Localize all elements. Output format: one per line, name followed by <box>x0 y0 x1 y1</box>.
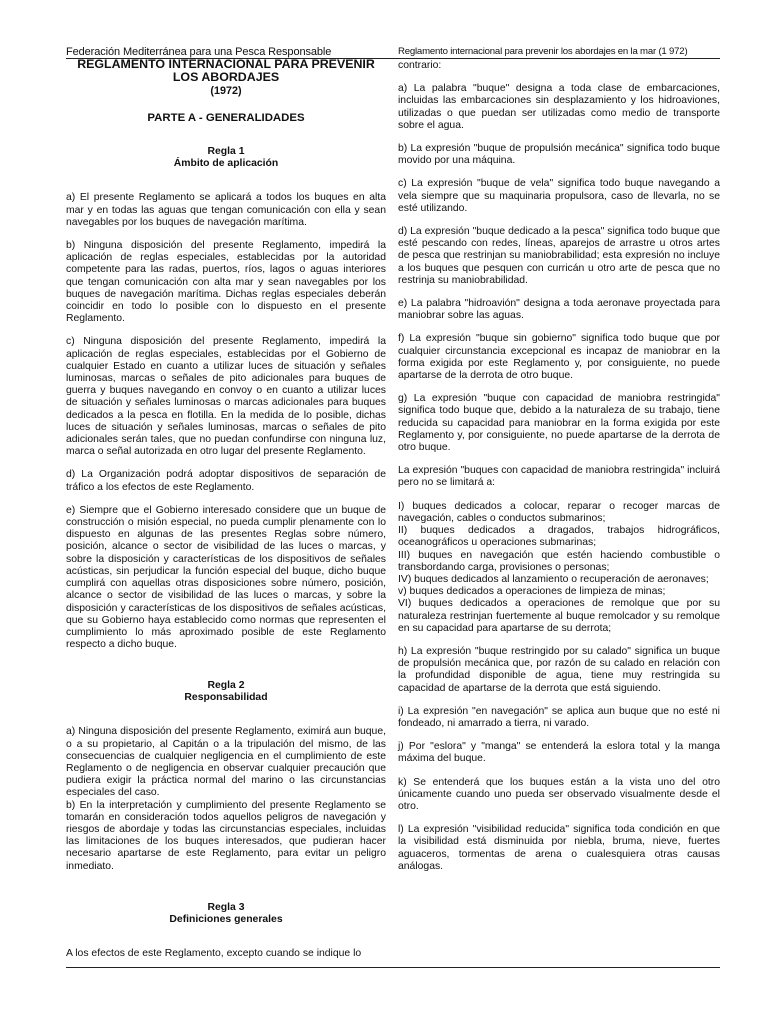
document-title-line2: LOS ABORDAJES <box>172 70 280 84</box>
rule-1-para-c: c) Ninguna disposición del presente Reglamento, impedirá la aplicación de reglas especiales, establecidas por el Gobierno de cualquier Estado en cuanto a utilizar luces de situación y señales luminosas, marcas o señales de pito adicionales para buques de guerra y buques navegando en convoy o en cuanto a utilizar luces de situación y señales luminosas o marcas adicionales para buques dedicados a la pesca en flotilla. En la medida de lo posible, dichas luces de situación y señales luminosas, marcas o señales de pito adicionales serán tales, que no puedan confundirse con ninguna luz, marca o señal autorizada en otro lugar del presente Reglamento. <box>66 336 386 458</box>
rule-2-para-a: a) Ninguna disposición del presente Reglamento, eximirá aun buque, o a su propietario, al Capitán o a la tripulación del mismo, de las consecuencias de cualquier negligencia en el cumplimiento de este Reglamento o de negligencia en observar cualquier precaución que pudiera exigir la práctica normal del marino o las circunstancias especiales del caso. <box>66 726 386 799</box>
definition-h: h) La expresión "buque restringido por su calado" significa un buque de propulsión mecánica que, por razón de su calado en relación con la profundidad disponible de agua, tiene muy restringida su capacidad de apartarse de la derrota que está siguiendo. <box>398 645 720 694</box>
rule-2-para-b: b) En la interpretación y cumplimiento del presente Reglamento se tomarán en consideración todos aquellos peligros de navegación y riesgos de abordaje y todas las circunstancias especiales, incluidas las limitaciones de los buques interesados, que pudieran hacer necesario apartarse de este Reglamento, para evitar un peligro inmediato. <box>66 799 386 872</box>
definition-j: j) Por "eslora" y "manga" se entenderá la eslora total y la manga máxima del buque. <box>398 741 720 765</box>
continuation-text: contrario: <box>398 60 442 71</box>
definition-g-intro: La expresión "buques con capacidad de maniobra restringida" incluirá pero no se limitará a: <box>398 465 720 489</box>
definition-l: l) La expresión "visibilidad reducida" significa toda condición en que la visibilidad está disminuida por niebla, bruma, nieve, fuertes aguaceros, tormentas de arena o cualesquiera otras causas análogas. <box>398 824 720 872</box>
running-header-right: Reglamento internacional para prevenir los abordajes en la mar (1 972) <box>398 46 688 57</box>
definition-e: e) La palabra "hidroavión" designa a toda aeronave proyectada para maniobrar sobre las aguas. <box>398 298 720 322</box>
right-column <box>398 60 720 873</box>
footer-rule <box>66 967 720 968</box>
left-column <box>66 58 386 960</box>
rule-3-heading: Regla 3 <box>207 901 245 913</box>
definition-d: d) La expresión "buque dedicado a la pesca" significa todo buque que esté pescando con redes, líneas, aparejos de arrastre u otros artes de pesca que restrinjan su maniobrabilidad; esta expresión no incluye a los buques que pesquen con curricán u otro arte de pesca que no restrinja su maniobrabilidad. <box>398 226 720 286</box>
definition-g: g) La expresión "buque con capacidad de maniobra restringida" significa todo buque que, debido a la naturaleza de su trabajo, tiene reducida su capacidad para maniobrar en la forma exigida por este Reglamento y, por consiguiente, no puede apartarse de la derrota de otro buque. <box>398 393 720 454</box>
definition-c: c) La expresión "buque de vela" significa todo buque navegando a vela siempre que su maquinaria propulsora, caso de llevarla, no se esté utilizando. <box>398 178 720 214</box>
rule-1-para-a: a) El presente Reglamento se aplicará a todos los buques en alta mar y en todas las aguas que tengan comunicación con ella y sean navegables por los buques de navegación marítima. <box>66 192 386 228</box>
list-item: III) buques en navegación que estén haciendo combustible o transbordando carga, provisiones o personas; <box>398 549 720 573</box>
list-item: v) buques dedicados a operaciones de limpieza de minas; <box>398 586 666 598</box>
rule-1-para-e: e) Siempre que el Gobierno interesado considere que un buque de construcción o misión especial, no pueda cumplir plenamente con lo dispuesto en algunas de las presentes Reglas sobre número, posición, alcance o sector de visibilidad de las luces o marcas, y sobre la disposición y características de los dispositivos de señales acústicas, sin perjudicar la función especial del buque, dicho buque cumplirá con aquellas otras disposiciones sobre número, posición, alcance o sector de visibilidad de las luces o marcas, y sobre la disposición y características de los dispositivos de señales acústicas, que su Gobierno haya establecido como normas que representen el cumplimiento lo más aproximado posible de este Reglamento respecto a dicho buque. <box>66 504 386 651</box>
running-header-left: Federación Mediterránea para una Pesca Responsable <box>66 46 332 58</box>
document-year: (1972) <box>210 85 242 97</box>
definition-f: f) La expresión "buque sin gobierno" significa todo buque que por cualquier circunstancia excepcional es incapaz de maniobrar en la forma exigida por este Reglamento y, por consiguiente, no puede apartarse de la derrota de otro buque. <box>398 333 720 382</box>
list-item: I) buques dedicados a colocar, reparar o recoger marcas de navegación, cables o conductos submarinos; <box>398 500 720 524</box>
definition-i: i) La expresión "en navegación" se aplica aun buque que no esté ni fondeado, ni amarrado a tierra, ni varado. <box>398 705 720 729</box>
rule-2-subheading: Responsabilidad <box>184 692 268 704</box>
rule-3-intro: A los efectos de este Reglamento, excepto cuando se indique lo <box>66 947 362 959</box>
document-title-line1: REGLAMENTO INTERNACIONAL PARA PREVENIR <box>77 57 375 71</box>
rule-1-subheading: Ámbito de aplicación <box>173 158 279 170</box>
rule-1-para-b: b) Ninguna disposición del presente Reglamento, impedirá la aplicación de reglas especiales, establecidas por la autoridad competente para las radas, puertos, ríos, lagos o aguas interiores que tengan comunicación con alta mar y sean navegables por los buques de navegación marítima. Dichas reglas especiales deberán coincidir en todo lo posible con lo dispuesto en el presente Reglamento. <box>66 240 386 325</box>
list-item: VI) buques dedicados a operaciones de remolque que por su naturaleza restrinjan fuertemente al buque remolcador y su remolque en su capacidad para apartarse de su derrota; <box>398 598 720 634</box>
list-item: IV) buques dedicados al lanzamiento o recuperación de aeronaves; <box>398 573 709 585</box>
definition-b: b) La expresión "buque de propulsión mecánica" significa todo buque movido por una máquina. <box>398 143 720 167</box>
part-heading: PARTE A - GENERALIDADES <box>147 112 305 125</box>
rule-2-heading: Regla 2 <box>207 680 245 692</box>
list-item: II) buques dedicados a dragados, trabajos hidrográficos, oceanográficos u operaciones submarinas; <box>398 525 720 549</box>
rule-3-subheading: Definiciones generales <box>169 913 283 925</box>
definition-a: a) La palabra "buque" designa a toda clase de embarcaciones, incluidas las embarcaciones sin desplazamiento y los hidroaviones, utilizadas o que puedan ser utilizadas como medio de transporte sobre el agua. <box>398 83 720 131</box>
rule-1-heading: Regla 1 <box>207 146 245 158</box>
definition-k: k) Se entenderá que los buques están a la vista uno del otro únicamente cuando uno pueda ser observado visualmente desde el otro. <box>398 776 720 812</box>
rule-1-para-d: d) La Organización podrá adoptar dispositivos de separación de tráfico a los efectos de este Reglamento. <box>66 469 386 493</box>
